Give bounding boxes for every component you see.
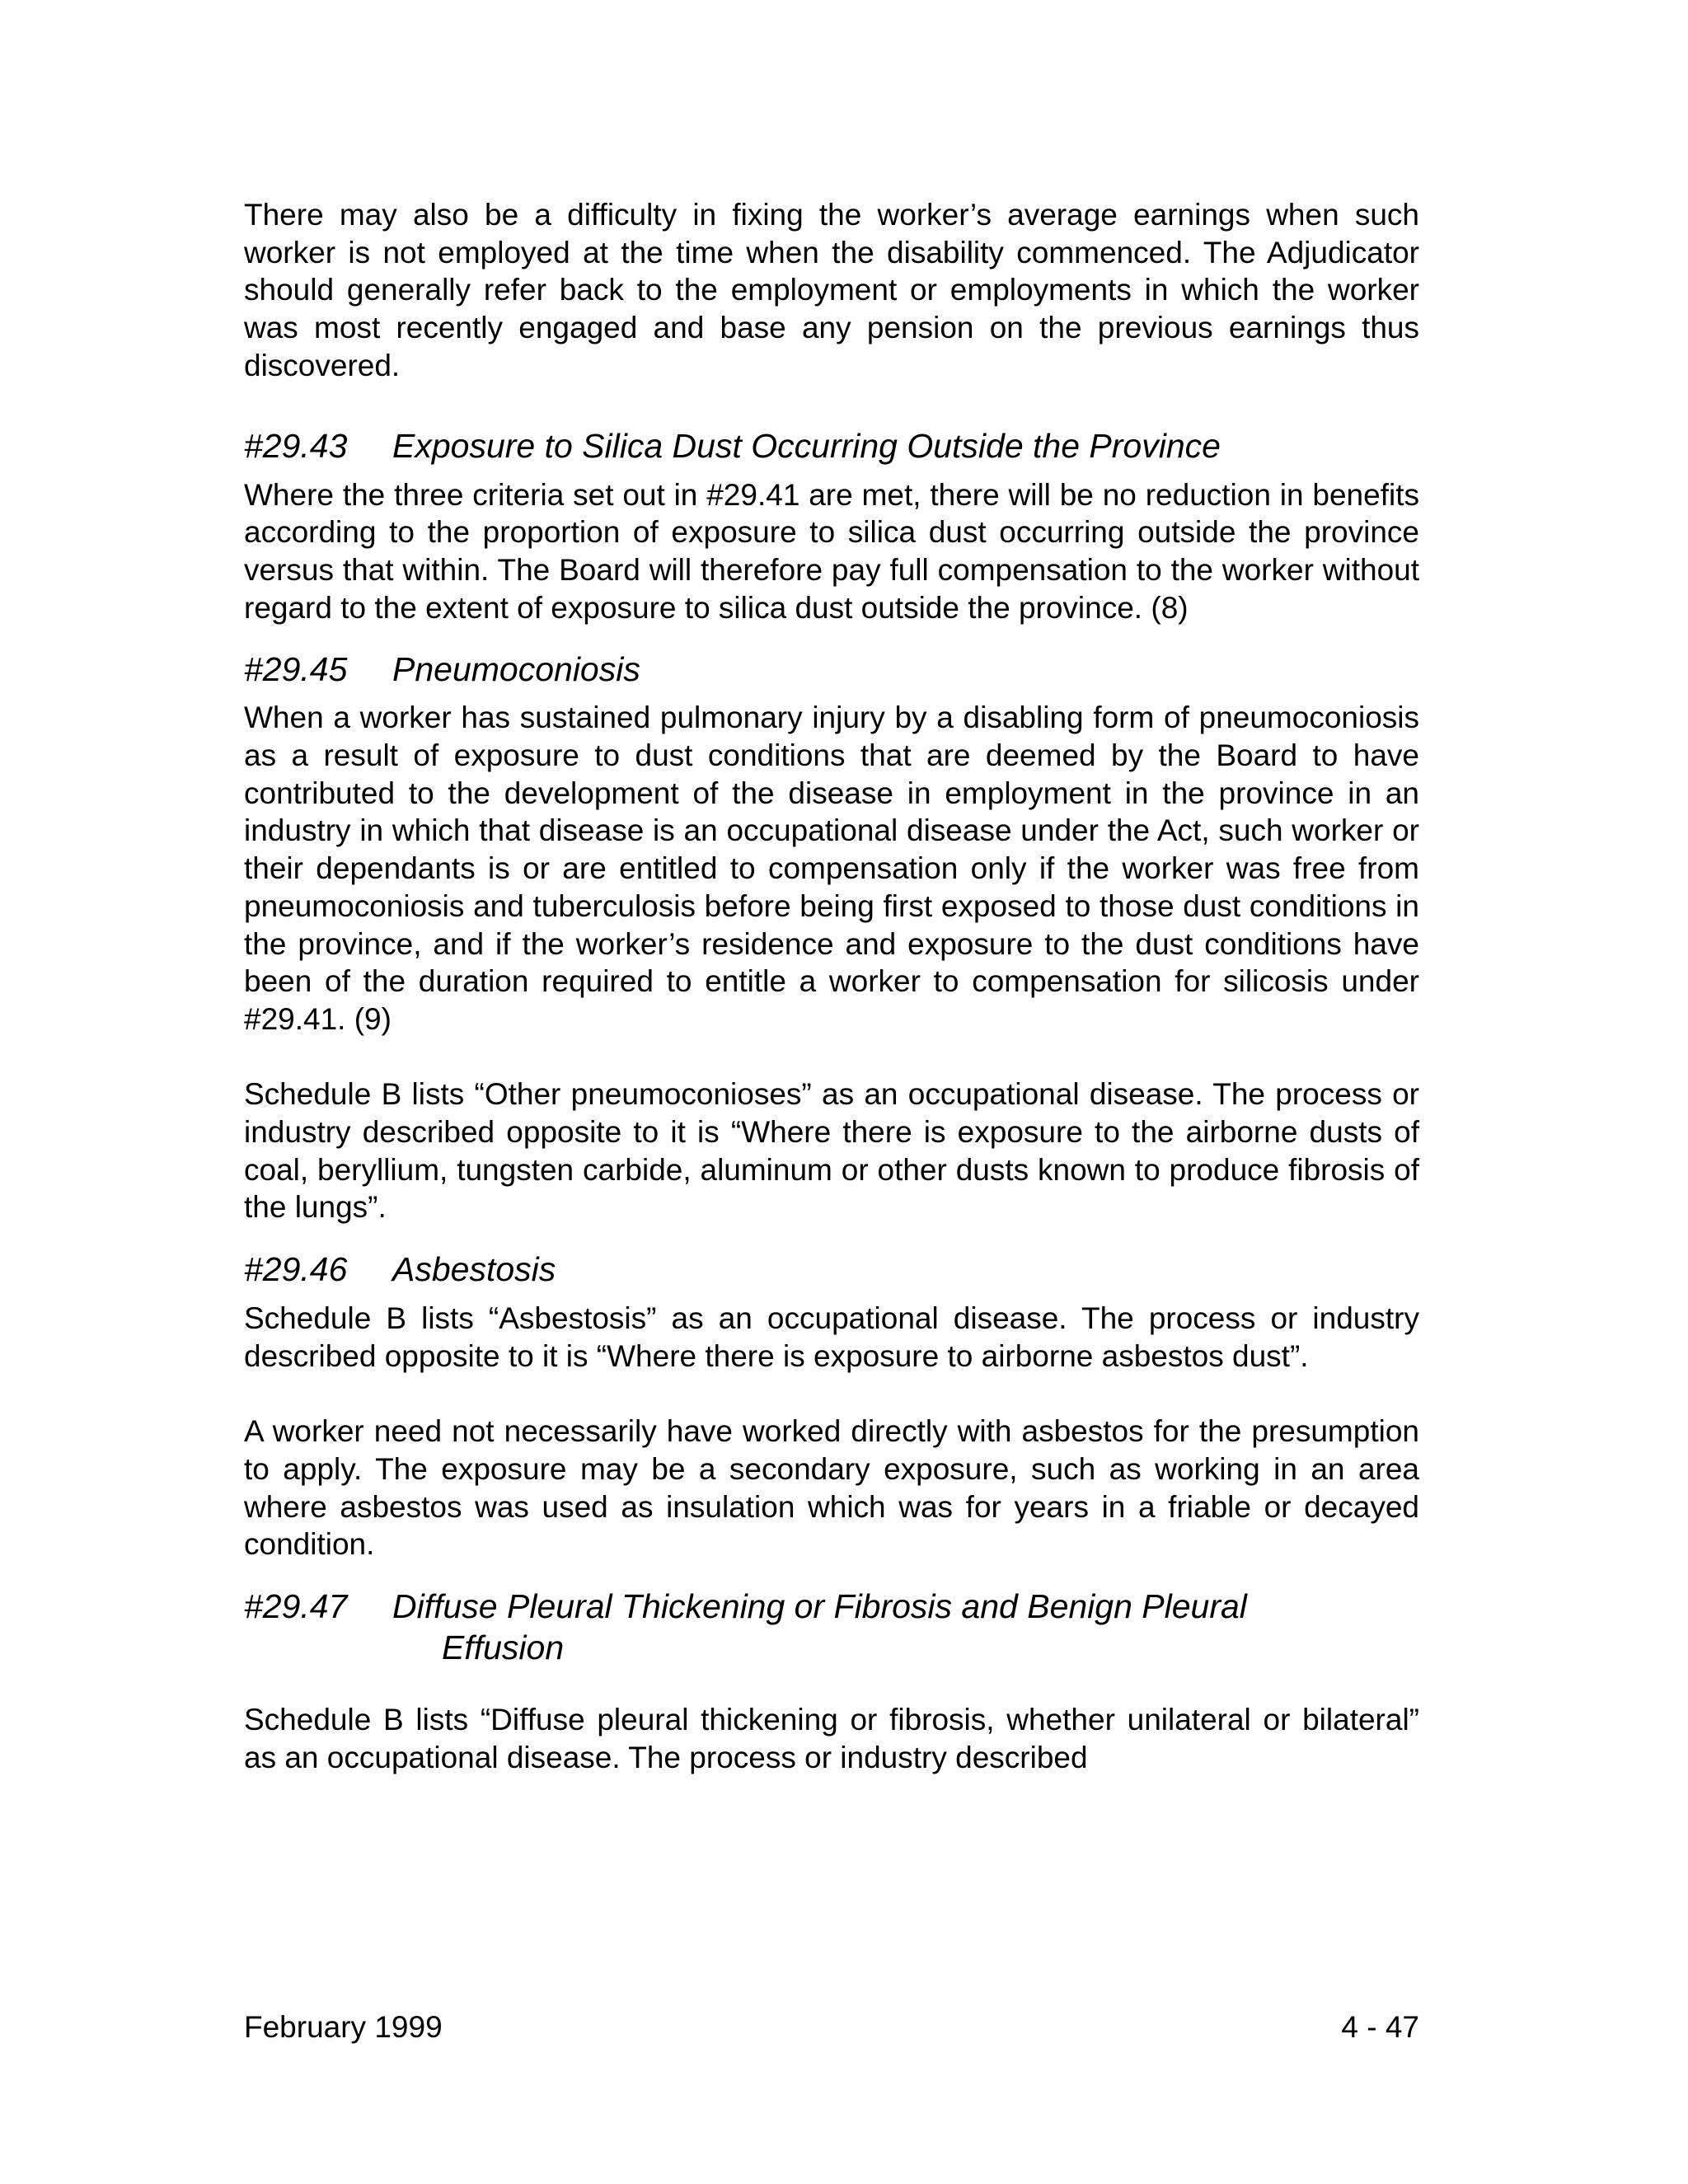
section-number: #29.43: [244, 426, 348, 465]
section-29-43-paragraph: Where the three criteria set out in #29.41 are met, there will be no reduction in benefits according to the proportion of exposure to silica dust occurring outside the province versus that within. The Board will therefore pay full compensation to the worker without regard to the extent of exposure to silica dust outside the province. (8): [244, 477, 1419, 625]
document-page: [244, 196, 1419, 1776]
section-title: Pneumoconiosis: [392, 650, 640, 689]
footer-page-number: 4 - 47: [1341, 2010, 1419, 2044]
section-29-45-paragraph-1: When a worker has sustained pulmonary injury by a disabling form of pneumoconiosis as a result of exposure to dust conditions that are deemed by the Board to have contributed to the development of the disease in employment in the province in an industry in which that disease is an occupational disease under the Act, such worker or their dependants is or are entitled to compensation only if the worker was free from pneumoconiosis and tuberculosis before being first exposed to those dust conditions in the province, and if the worker’s residence and exposure to the dust conditions have been of the duration required to entitle a worker to compensation for silicosis under #29.41. (9): [244, 701, 1419, 1036]
section-29-47-paragraph: Schedule B lists “Diffuse pleural thickening or fibrosis, whether unilateral or bilateral” as an occupational disease. The process or industry described: [244, 1703, 1419, 1774]
section-title: [392, 1586, 1419, 1668]
section-29-46-paragraph-2: A worker need not necessarily have worked directly with asbestos for the presumption to apply. The exposure may be a secondary exposure, such as working in an area where asbestos was used as insulation which was for years in a friable or decayed condition.: [244, 1414, 1419, 1562]
section-title-line-1: Diffuse Pleural Thickening or Fibrosis and Benign Pleural: [392, 1587, 1247, 1626]
section-title: Asbestosis: [392, 1250, 556, 1289]
section-number: #29.46: [244, 1250, 348, 1289]
section-number: #29.47: [244, 1587, 348, 1626]
section-heading-29-45: [244, 649, 1419, 690]
section-heading-29-43: [244, 425, 1419, 466]
section-heading-29-47: [244, 1586, 1419, 1668]
section-title-line-2: Effusion: [442, 1629, 565, 1667]
intro-paragraph: There may also be a difficulty in fixing the worker’s average earnings when such worker is not employed at the time when the disability commenced. The Adjudicator should generally refer back to the employment or employments in which the worker was most recently engaged and base any pension on the previous earnings thus discovered.: [244, 198, 1419, 382]
section-29-46-paragraph-1: Schedule B lists “Asbestosis” as an occupational disease. The process or industry described opposite to it is “Where there is exposure to airborne asbestos dust”.: [244, 1301, 1419, 1373]
section-number: #29.45: [244, 650, 348, 689]
page-footer: [244, 2008, 1419, 2046]
section-29-45-paragraph-2: Schedule B lists “Other pneumoconioses” as an occupational disease. The process or industry described opposite to it is “Where there is exposure to the airborne dusts of coal, beryllium, tungsten carbide, aluminum or other dusts known to produce fibrosis of the lungs”.: [244, 1077, 1419, 1225]
section-heading-29-46: [244, 1249, 1419, 1290]
section-title: Exposure to Silica Dust Occurring Outside the Province: [392, 426, 1221, 465]
footer-date: February 1999: [244, 2010, 443, 2044]
